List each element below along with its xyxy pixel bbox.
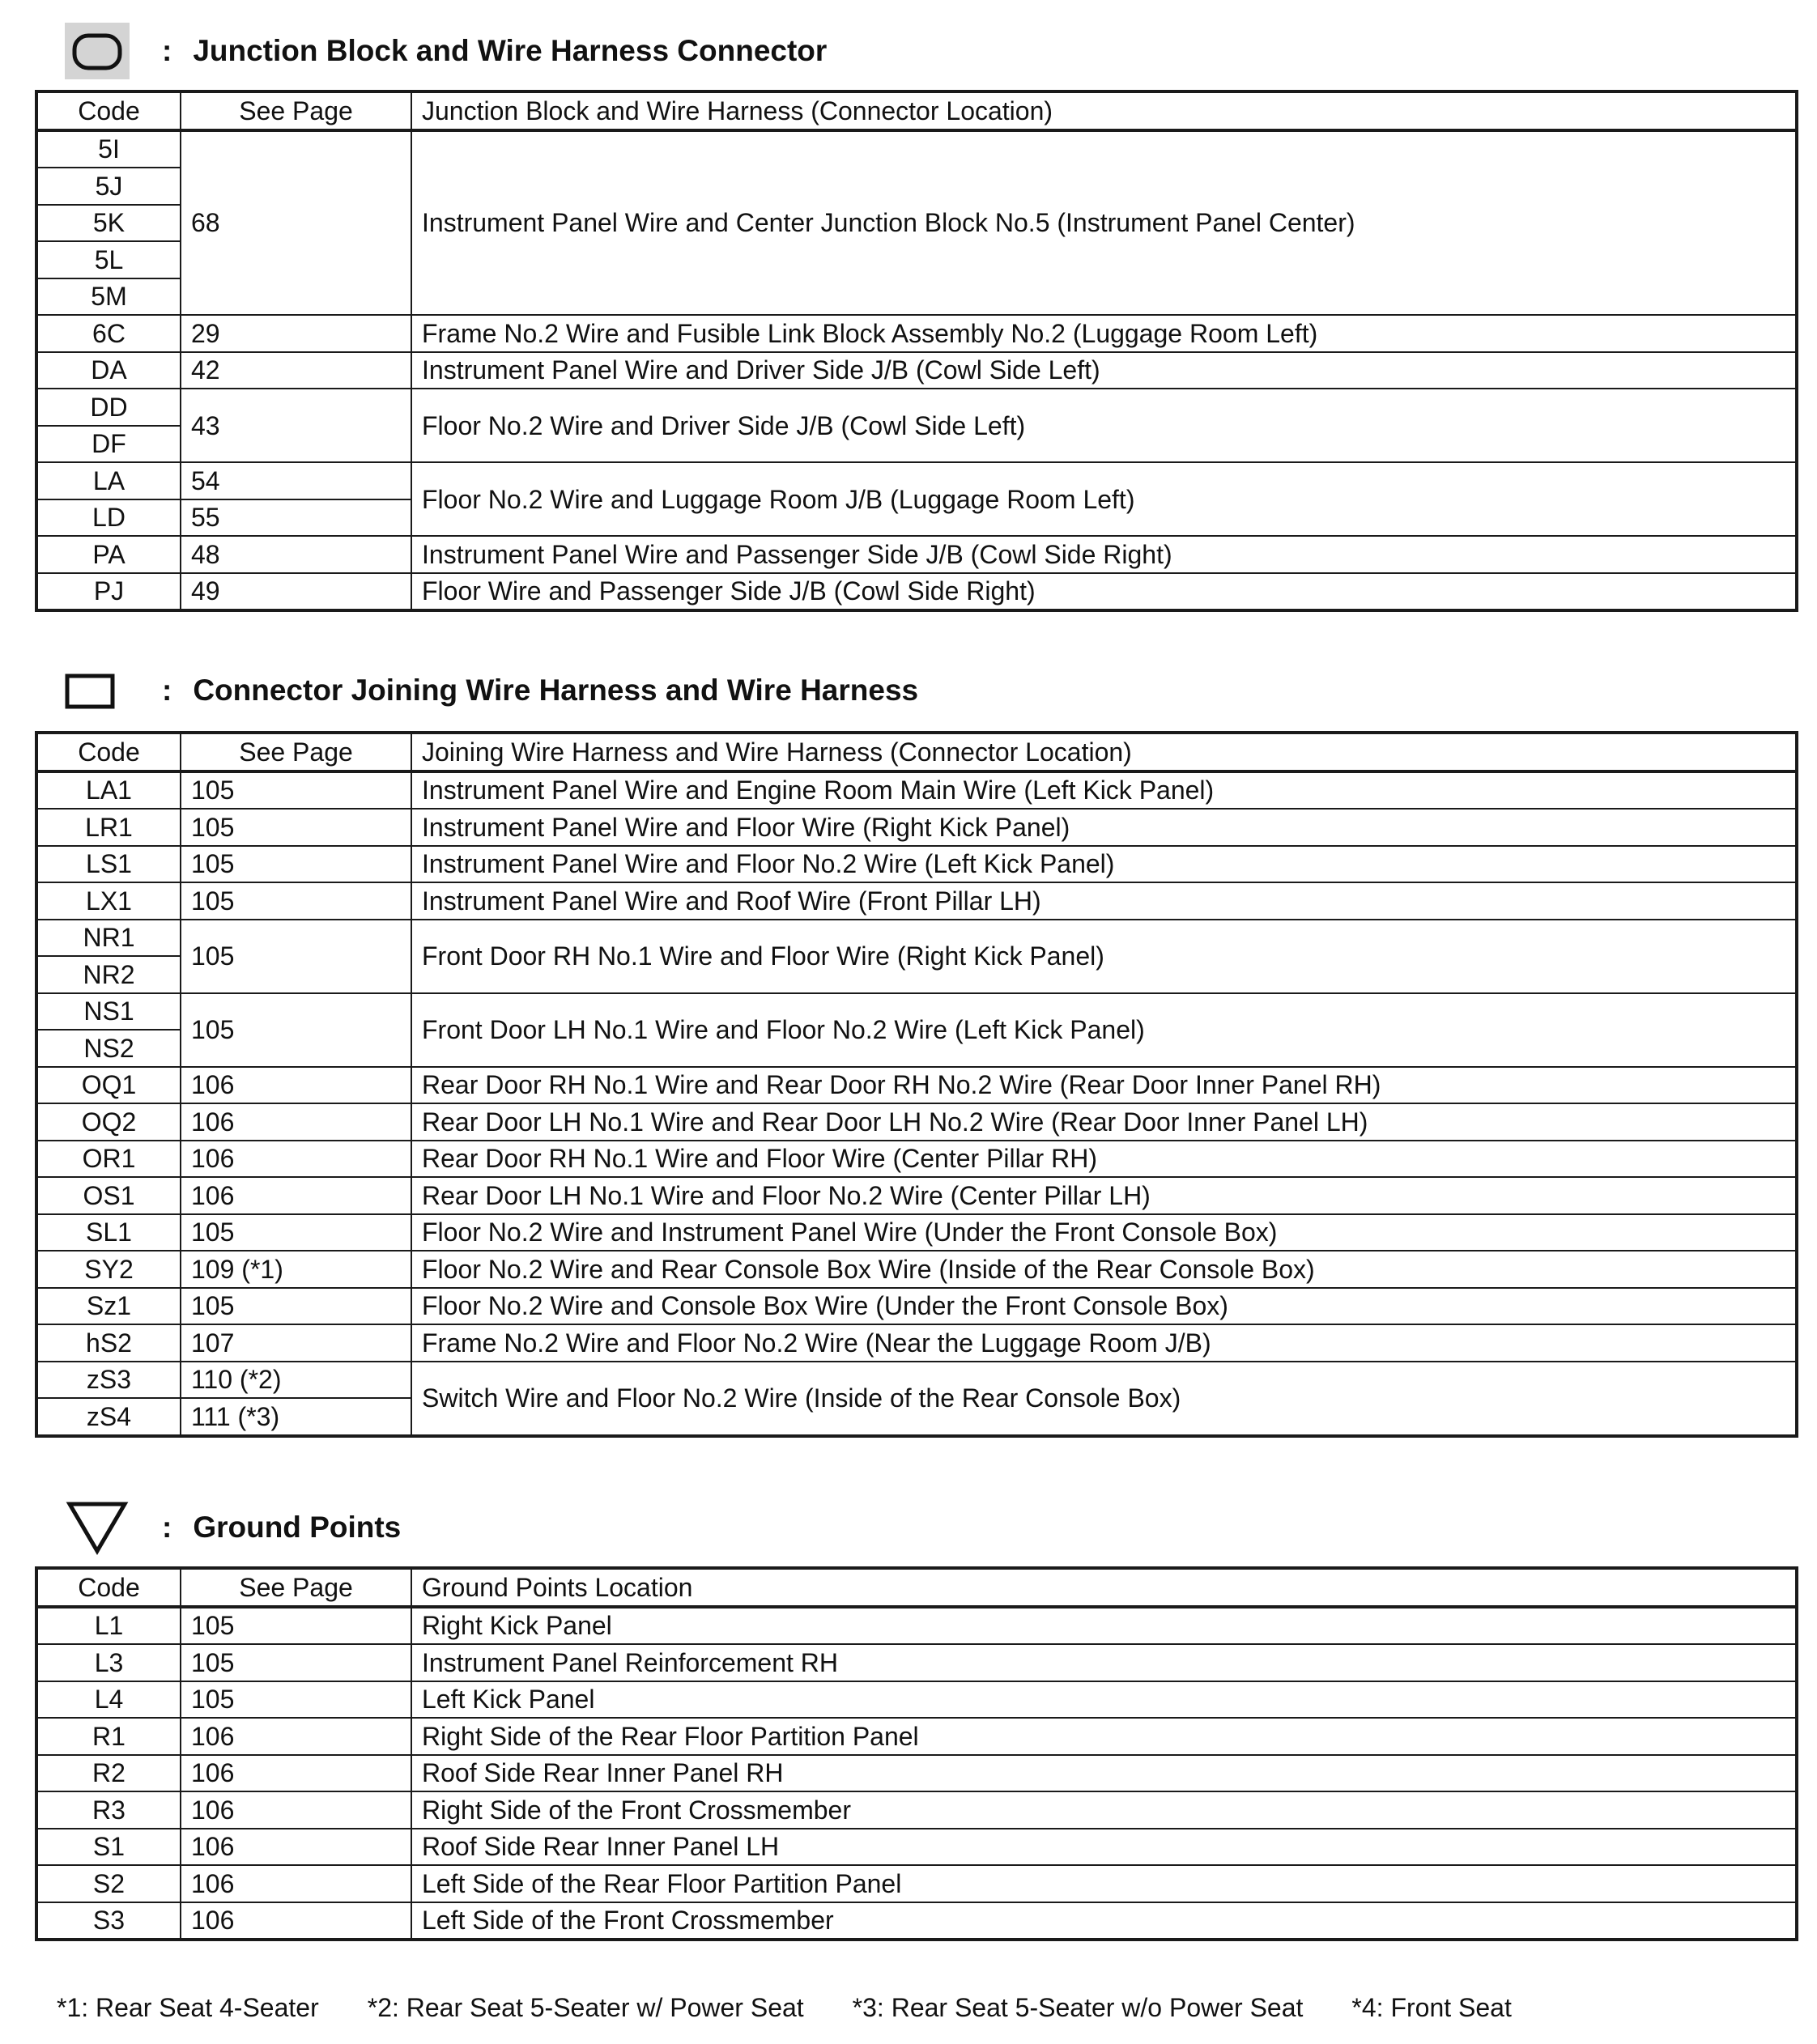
location-cell: Right Kick Panel — [411, 1607, 1797, 1645]
code-cell: 5K — [36, 205, 181, 242]
code-cell: S2 — [36, 1865, 181, 1902]
page-cell: 105 — [181, 1607, 411, 1645]
page-cell: 106 — [181, 1177, 411, 1214]
header-location: Joining Wire Harness and Wire Harness (Connector Location) — [411, 733, 1797, 771]
page-cell: 105 — [181, 1681, 411, 1719]
location-cell: Rear Door RH No.1 Wire and Rear Door RH No.2 Wire (Rear Door Inner Panel RH) — [411, 1067, 1797, 1104]
location-cell: Instrument Panel Wire and Engine Room Main Wire (Left Kick Panel) — [411, 771, 1797, 810]
location-cell: Rear Door LH No.1 Wire and Floor No.2 Wire (Center Pillar LH) — [411, 1177, 1797, 1214]
table-row — [36, 1791, 1797, 1829]
code-cell: NR1 — [36, 920, 181, 957]
page-cell: 105 — [181, 920, 411, 993]
footnote: *2: Rear Seat 5-Seater w/ Power Seat — [367, 1992, 804, 2022]
table-header-row — [36, 1568, 1797, 1607]
location-cell: Floor No.2 Wire and Luggage Room J/B (Luggage Room Left) — [411, 462, 1797, 536]
page-cell: 42 — [181, 352, 411, 389]
code-cell: R3 — [36, 1791, 181, 1829]
table-row — [36, 1681, 1797, 1719]
table-row — [36, 130, 1797, 168]
code-cell: NS1 — [36, 993, 181, 1030]
table-row — [36, 1865, 1797, 1902]
code-cell: PJ — [36, 573, 181, 611]
code-cell: LA — [36, 462, 181, 499]
code-cell: 5L — [36, 241, 181, 278]
table-row — [36, 352, 1797, 389]
table-row — [36, 920, 1797, 957]
page-cell: 106 — [181, 1718, 411, 1755]
table-row — [36, 1718, 1797, 1755]
location-cell: Left Side of the Front Crossmember — [411, 1902, 1797, 1940]
table-row — [36, 315, 1797, 352]
footnote: *4: Front Seat — [1351, 1992, 1512, 2022]
page-cell: 54 — [181, 462, 411, 499]
code-cell: OQ1 — [36, 1067, 181, 1104]
page-cell: 43 — [181, 389, 411, 462]
code-cell: 6C — [36, 315, 181, 352]
table-row — [36, 1644, 1797, 1681]
location-cell: Right Side of the Front Crossmember — [411, 1791, 1797, 1829]
section-colon: : — [162, 1511, 172, 1544]
page-cell: 111 (*3) — [181, 1398, 411, 1436]
junction-table — [35, 90, 1798, 612]
page-cell: 105 — [181, 1214, 411, 1251]
code-cell: S3 — [36, 1902, 181, 1940]
header-location: Junction Block and Wire Harness (Connector Location) — [411, 91, 1797, 130]
page-cell: 109 (*1) — [181, 1251, 411, 1288]
location-cell: Instrument Panel Wire and Floor Wire (Right Kick Panel) — [411, 809, 1797, 846]
page-cell: 105 — [181, 882, 411, 920]
code-cell: DA — [36, 352, 181, 389]
code-cell: OQ2 — [36, 1103, 181, 1141]
table-row — [36, 882, 1797, 920]
page-cell: 106 — [181, 1067, 411, 1104]
location-cell: Floor Wire and Passenger Side J/B (Cowl Side Right) — [411, 573, 1797, 611]
page-cell: 55 — [181, 499, 411, 537]
location-cell: Instrument Panel Wire and Driver Side J/B (Cowl Side Left) — [411, 352, 1797, 389]
page-cell: 106 — [181, 1755, 411, 1792]
footnotes — [57, 1987, 1757, 2028]
location-cell: Right Side of the Rear Floor Partition Panel — [411, 1718, 1797, 1755]
code-cell: R1 — [36, 1718, 181, 1755]
location-cell: Instrument Panel Wire and Floor No.2 Wire (Left Kick Panel) — [411, 846, 1797, 883]
code-cell: LX1 — [36, 882, 181, 920]
page-cell: 105 — [181, 1644, 411, 1681]
section-header-joining — [65, 662, 918, 719]
location-cell: Instrument Panel Wire and Center Junction Block No.5 (Instrument Panel Center) — [411, 130, 1797, 316]
footnote: *3: Rear Seat 5-Seater w/o Power Seat — [852, 1992, 1304, 2022]
code-cell: PA — [36, 536, 181, 573]
code-cell: hS2 — [36, 1324, 181, 1362]
header-code: Code — [36, 733, 181, 771]
table-row — [36, 809, 1797, 846]
location-cell: Floor No.2 Wire and Driver Side J/B (Cowl Side Left) — [411, 389, 1797, 462]
table-row — [36, 993, 1797, 1030]
code-cell: zS4 — [36, 1398, 181, 1436]
page-cell: 48 — [181, 536, 411, 573]
page-cell: 107 — [181, 1324, 411, 1362]
table-row — [36, 1214, 1797, 1251]
location-cell: Rear Door RH No.1 Wire and Floor Wire (Center Pillar RH) — [411, 1141, 1797, 1178]
header-code: Code — [36, 1568, 181, 1607]
table-row — [36, 536, 1797, 573]
table-row — [36, 846, 1797, 883]
page-cell: 29 — [181, 315, 411, 352]
header-see-page: See Page — [181, 91, 411, 130]
table-row — [36, 1324, 1797, 1362]
location-cell: Floor No.2 Wire and Instrument Panel Wire (Under the Front Console Box) — [411, 1214, 1797, 1251]
table-header-row — [36, 733, 1797, 771]
code-cell: LS1 — [36, 846, 181, 883]
location-cell: Left Kick Panel — [411, 1681, 1797, 1719]
page-cell: 105 — [181, 771, 411, 810]
location-cell: Floor No.2 Wire and Rear Console Box Wire (Inside of the Rear Console Box) — [411, 1251, 1797, 1288]
page-cell: 105 — [181, 993, 411, 1067]
table-row — [36, 1251, 1797, 1288]
section-colon: : — [162, 674, 172, 707]
header-see-page: See Page — [181, 1568, 411, 1607]
location-cell: Front Door LH No.1 Wire and Floor No.2 Wire (Left Kick Panel) — [411, 993, 1797, 1067]
location-cell: Instrument Panel Reinforcement RH — [411, 1644, 1797, 1681]
table-row — [36, 1067, 1797, 1104]
location-cell: Frame No.2 Wire and Floor No.2 Wire (Near the Luggage Room J/B) — [411, 1324, 1797, 1362]
code-cell: 5J — [36, 168, 181, 205]
triangle-ground-icon — [65, 1499, 130, 1556]
page-cell: 110 (*2) — [181, 1362, 411, 1399]
code-cell: L3 — [36, 1644, 181, 1681]
section-header-ground — [65, 1499, 401, 1556]
table-row — [36, 462, 1797, 499]
location-cell: Roof Side Rear Inner Panel RH — [411, 1755, 1797, 1792]
table-row — [36, 1755, 1797, 1792]
page-cell: 105 — [181, 1288, 411, 1325]
code-cell: LD — [36, 499, 181, 537]
table-row — [36, 1141, 1797, 1178]
code-cell: S1 — [36, 1829, 181, 1866]
table-row — [36, 1829, 1797, 1866]
code-cell: DF — [36, 426, 181, 463]
location-cell: Front Door RH No.1 Wire and Floor Wire (Right Kick Panel) — [411, 920, 1797, 993]
section-title-joining: Connector Joining Wire Harness and Wire Harness — [193, 674, 919, 707]
table-row — [36, 573, 1797, 611]
table-row — [36, 771, 1797, 810]
location-cell: Left Side of the Rear Floor Partition Panel — [411, 1865, 1797, 1902]
code-cell: NR2 — [36, 956, 181, 993]
page-cell: 106 — [181, 1791, 411, 1829]
location-cell: Switch Wire and Floor No.2 Wire (Inside of the Rear Console Box) — [411, 1362, 1797, 1436]
table-row — [36, 1902, 1797, 1940]
code-cell: Sz1 — [36, 1288, 181, 1325]
code-cell: R2 — [36, 1755, 181, 1792]
table-row — [36, 1103, 1797, 1141]
rect-connector-icon — [65, 662, 130, 719]
table-header-row — [36, 91, 1797, 130]
page-cell: 106 — [181, 1141, 411, 1178]
location-cell: Roof Side Rear Inner Panel LH — [411, 1829, 1797, 1866]
code-cell: NS2 — [36, 1030, 181, 1067]
header-location: Ground Points Location — [411, 1568, 1797, 1607]
section-colon: : — [162, 34, 172, 67]
code-cell: OR1 — [36, 1141, 181, 1178]
ground-table — [35, 1566, 1798, 1941]
rounded-rect-connector-icon — [65, 23, 130, 79]
code-cell: 5I — [36, 130, 181, 168]
page-cell: 105 — [181, 809, 411, 846]
location-cell: Floor No.2 Wire and Console Box Wire (Under the Front Console Box) — [411, 1288, 1797, 1325]
joining-table — [35, 731, 1798, 1438]
code-cell: 5M — [36, 278, 181, 316]
location-cell: Rear Door LH No.1 Wire and Rear Door LH No.2 Wire (Rear Door Inner Panel LH) — [411, 1103, 1797, 1141]
page-cell: 105 — [181, 846, 411, 883]
table-row — [36, 1177, 1797, 1214]
table-row — [36, 1288, 1797, 1325]
header-see-page: See Page — [181, 733, 411, 771]
section-header-junction — [65, 23, 827, 79]
page-cell: 68 — [181, 130, 411, 316]
location-cell: Frame No.2 Wire and Fusible Link Block Assembly No.2 (Luggage Room Left) — [411, 315, 1797, 352]
code-cell: zS3 — [36, 1362, 181, 1399]
code-cell: L1 — [36, 1607, 181, 1645]
header-code: Code — [36, 91, 181, 130]
code-cell: SY2 — [36, 1251, 181, 1288]
page-cell: 106 — [181, 1865, 411, 1902]
location-cell: Instrument Panel Wire and Passenger Side J/B (Cowl Side Right) — [411, 536, 1797, 573]
location-cell: Instrument Panel Wire and Roof Wire (Front Pillar LH) — [411, 882, 1797, 920]
code-cell: LR1 — [36, 809, 181, 846]
code-cell: OS1 — [36, 1177, 181, 1214]
section-title-ground: Ground Points — [193, 1511, 402, 1544]
section-title-junction: Junction Block and Wire Harness Connector — [193, 34, 828, 67]
table-row — [36, 389, 1797, 426]
code-cell: DD — [36, 389, 181, 426]
code-cell: L4 — [36, 1681, 181, 1719]
table-row — [36, 1607, 1797, 1645]
code-cell: LA1 — [36, 771, 181, 810]
page-cell: 106 — [181, 1103, 411, 1141]
page-cell: 106 — [181, 1902, 411, 1940]
page-cell: 106 — [181, 1829, 411, 1866]
code-cell: SL1 — [36, 1214, 181, 1251]
page-cell: 49 — [181, 573, 411, 611]
footnote: *1: Rear Seat 4-Seater — [57, 1992, 319, 2022]
table-row — [36, 1362, 1797, 1399]
